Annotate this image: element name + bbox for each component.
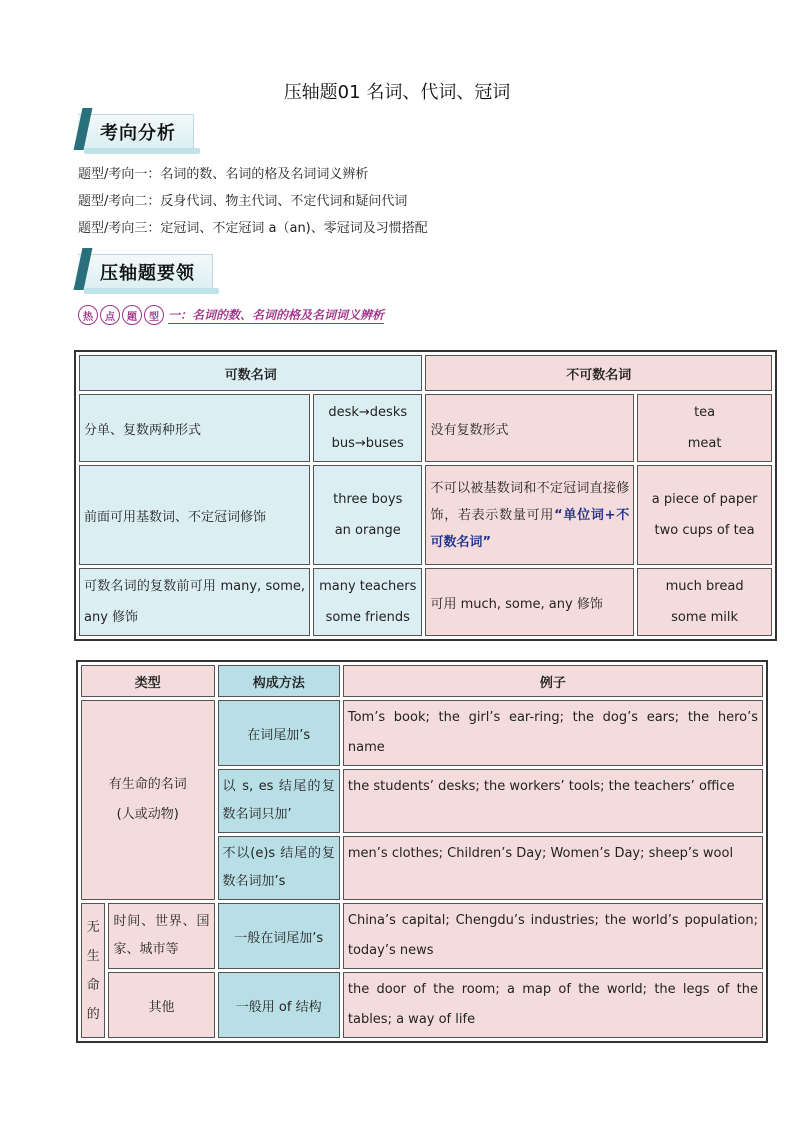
banner-key-points-text: 压轴题要领 [100,263,195,284]
example-cell: Tom’s book; the girl’s ear-ring; the dog’s ears; the hero’s name [343,700,763,766]
section-banner-key-points [78,246,213,290]
example-cell: the door of the room; a map of the world; the legs of the tables; a way of life [343,972,763,1038]
method-cell: 一般用 of 结构 [218,972,340,1038]
method-cell: 在词尾加’s [218,700,340,766]
header-example: 例子 [343,665,763,697]
page-title: 压轴题01 名词、代词、冠词 [283,82,511,103]
hot-badge-2: 点 [100,305,120,325]
countable-example: many teachers some friends [313,568,422,636]
header-method: 构成方法 [218,665,340,697]
example-cell: men’s clothes; Children’s Day; Women’s Day; sheep’s wool [343,836,763,900]
example-cell: China’s capital; Chengdu’s industries; the world’s population; today’s news [343,903,763,969]
method-cell: 以 s, es 结尾的复数名词只加’ [218,769,340,833]
inanimate-subtype: 时间、世界、国家、城市等 [108,903,214,969]
countable-desc: 前面可用基数词、不定冠词修饰 [79,465,310,565]
method-cell: 不以(e)s 结尾的复数名词加’s [218,836,340,900]
countable-example: desk→desks bus→buses [313,394,422,462]
uncountable-desc: 不可以被基数词和不定冠词直接修饰，若表示数量可用“单位词+不可数名词” [425,465,634,565]
example-cell: the students’ desks; the workers’ tools; the teachers’ office [343,769,763,833]
header-type: 类型 [81,665,215,697]
header-countable: 可数名词 [79,355,422,391]
hot-topic-label [78,305,384,325]
inanimate-label: 无 生 命 的 [81,903,105,1038]
analysis-item-3: 题型/考向三：定冠词、不定冠词 a（an)、零冠词及习惯搭配 [78,221,428,236]
uncountable-desc: 没有复数形式 [425,394,634,462]
header-uncountable: 不可数名词 [425,355,772,391]
uncountable-example: a piece of paper two cups of tea [637,465,772,565]
hot-badge-4: 型 [144,305,164,325]
possessive-table [76,660,768,1043]
method-cell: 一般在词尾加’s [218,903,340,969]
uncountable-example: tea meat [637,394,772,462]
unit-word-highlight: “单位词+不可数名词” [430,507,630,550]
animate-noun-label: 有生命的名词 (人或动物) [81,700,215,900]
uncountable-example: much bread some milk [637,568,772,636]
countable-desc: 可数名词的复数前可用 many, some, any 修饰 [79,568,310,636]
inanimate-subtype: 其他 [108,972,214,1038]
uncountable-desc: 可用 much, some, any 修饰 [425,568,634,636]
analysis-item-2: 题型/考向二：反身代词、物主代词、不定代词和疑问代词 [78,194,408,209]
section-banner-analysis [78,106,194,150]
countable-example: three boys an orange [313,465,422,565]
countable-desc: 分单、复数两种形式 [79,394,310,462]
countable-table [74,350,777,641]
banner-analysis-text: 考向分析 [100,123,176,144]
analysis-item-1: 题型/考向一：名词的数、名词的格及名词词义辨析 [78,167,369,182]
hot-topic-text: 一：名词的数、名词的格及名词词义辨析 [168,308,385,322]
hot-badge-3: 题 [122,305,142,325]
hot-badge-1: 热 [78,305,98,325]
